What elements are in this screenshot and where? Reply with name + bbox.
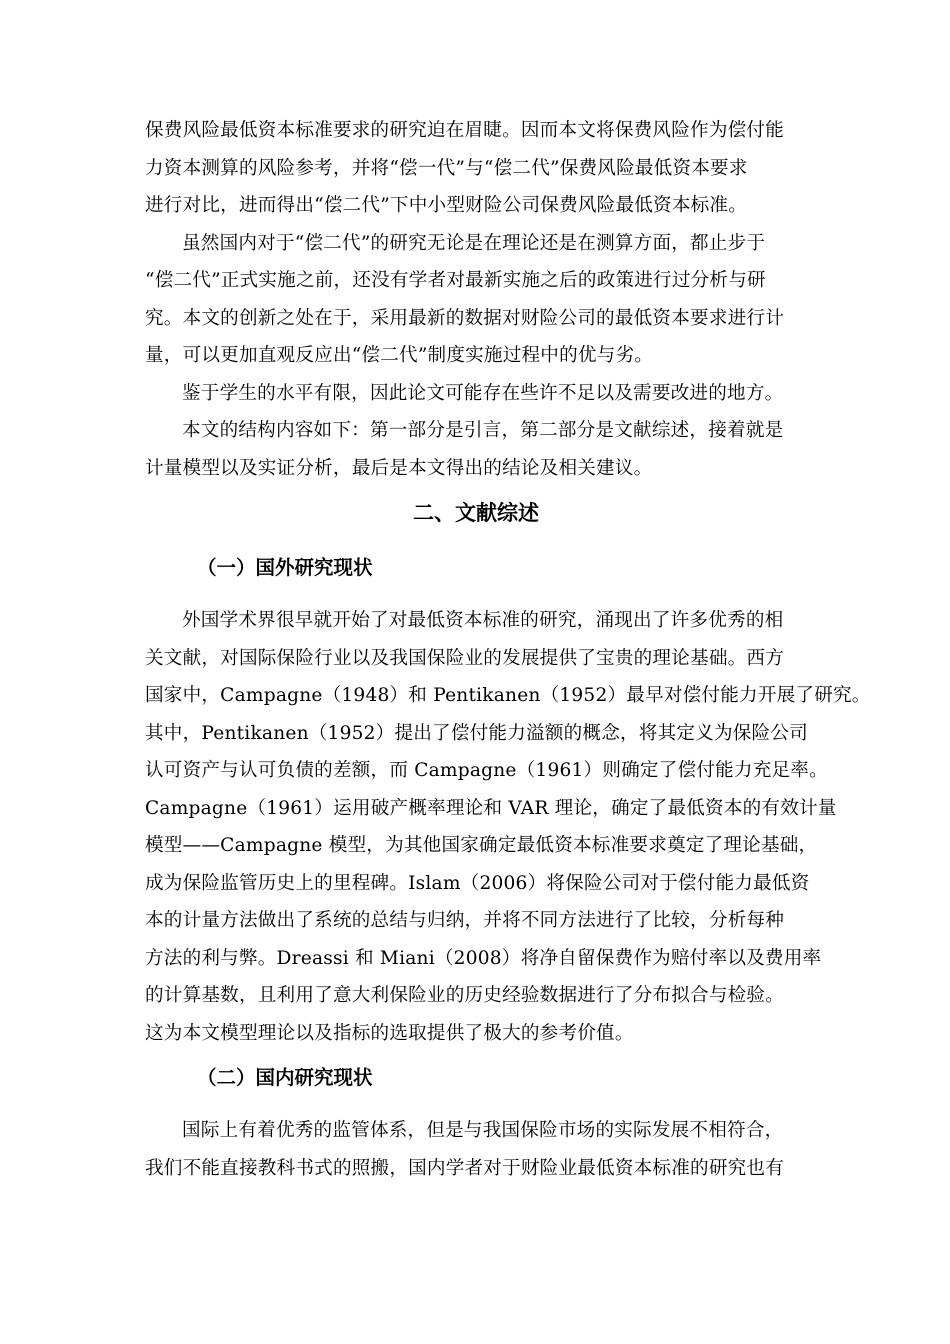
- text-line: 模型——Campagne 模型，为其他国家确定最低资本标准要求奠定了理论基础，: [145, 835, 818, 856]
- text-line: 量，可以更加直观反应出“偿二代”制度实施过程中的优与劣。: [145, 345, 654, 366]
- paragraph: [145, 375, 807, 413]
- paragraph: [145, 225, 807, 375]
- text-line: 国家中，Campagne（1948）和 Pentikanen（1952）最早对偿付能力开展了研究。: [145, 685, 871, 706]
- subsection-heading-domestic-research: （二）国内研究现状: [197, 1066, 373, 1089]
- section-heading: 二、文献综述: [413, 501, 539, 525]
- text-line: “偿二代”正式实施之前，还没有学者对最新实施之后的政策进行过分析与研: [145, 270, 766, 291]
- text-line: 关文献，对国际保险行业以及我国保险业的发展提供了宝贵的理论基础。西方: [145, 647, 784, 669]
- text-line: 这为本文模型理论以及指标的选取提供了极大的参考价值。: [145, 1022, 634, 1044]
- text-line: 外国学术界很早就开始了对最低资本标准的研究，涌现出了许多优秀的相: [182, 610, 784, 631]
- text-line: 成为保险监管历史上的里程碑。Islam（2006）将保险公司对于偿付能力最低资: [145, 872, 810, 894]
- text-line: Campagne（1961）运用破产概率理论和 VAR 理论，确定了最低资本的有效计量: [145, 797, 837, 819]
- text-line: 鉴于学生的水平有限，因此论文可能存在些许不足以及需要改进的地方。: [182, 382, 784, 404]
- document-page: [145, 112, 871, 1187]
- subsection-heading-foreign-research: （一）国外研究现状: [197, 556, 373, 579]
- text-line: 保费风险最低资本标准要求的研究迫在眉睫。因而本文将保费风险作为偿付能: [145, 120, 784, 141]
- text-line: 究。本文的创新之处在于，采用最新的数据对财险公司的最低资本要求进行计: [145, 307, 784, 329]
- text-line: 进行对比，进而得出“偿二代”下中小型财险公司保费风险最低资本标准。: [145, 195, 748, 216]
- text-line: 力资本测算的风险参考，并将“偿一代”与“偿二代”保费风险最低资本要求: [145, 157, 748, 179]
- paragraph: [145, 1112, 807, 1187]
- paragraph: [145, 112, 807, 225]
- text-line: 的计算基数，且利用了意大利保险业的历史经验数据进行了分布拟合与检验。: [145, 985, 784, 1006]
- paragraph: [145, 602, 871, 1052]
- paragraph: [145, 412, 807, 487]
- text-line: 虽然国内对于“偿二代”的研究无论是在理论还是在测算方面，都止步于: [182, 232, 766, 254]
- text-line: 认可资产与认可负债的差额，而 Campagne（1961）则确定了偿付能力充足率。: [145, 760, 828, 781]
- text-line: 计量模型以及实证分析，最后是本文得出的结论及相关建议。: [145, 457, 653, 479]
- text-line: 我们不能直接教科书式的照搬，国内学者对于财险业最低资本标准的研究也有: [145, 1157, 784, 1179]
- text-line: 方法的利与弊。Dreassi 和 Miani（2008）将净自留保费作为赔付率以及费用率: [145, 947, 822, 969]
- text-line: 国际上有着优秀的监管体系，但是与我国保险市场的实际发展不相符合，: [182, 1120, 784, 1141]
- text-line: 本文的结构内容如下：第一部分是引言，第二部分是文献综述，接着就是: [182, 420, 784, 441]
- text-line: 本的计量方法做出了系统的总结与归纳，并将不同方法进行了比较，分析每种: [145, 910, 784, 931]
- text-line: 其中，Pentikanen（1952）提出了偿付能力溢额的概念，将其定义为保险公司: [145, 722, 808, 744]
